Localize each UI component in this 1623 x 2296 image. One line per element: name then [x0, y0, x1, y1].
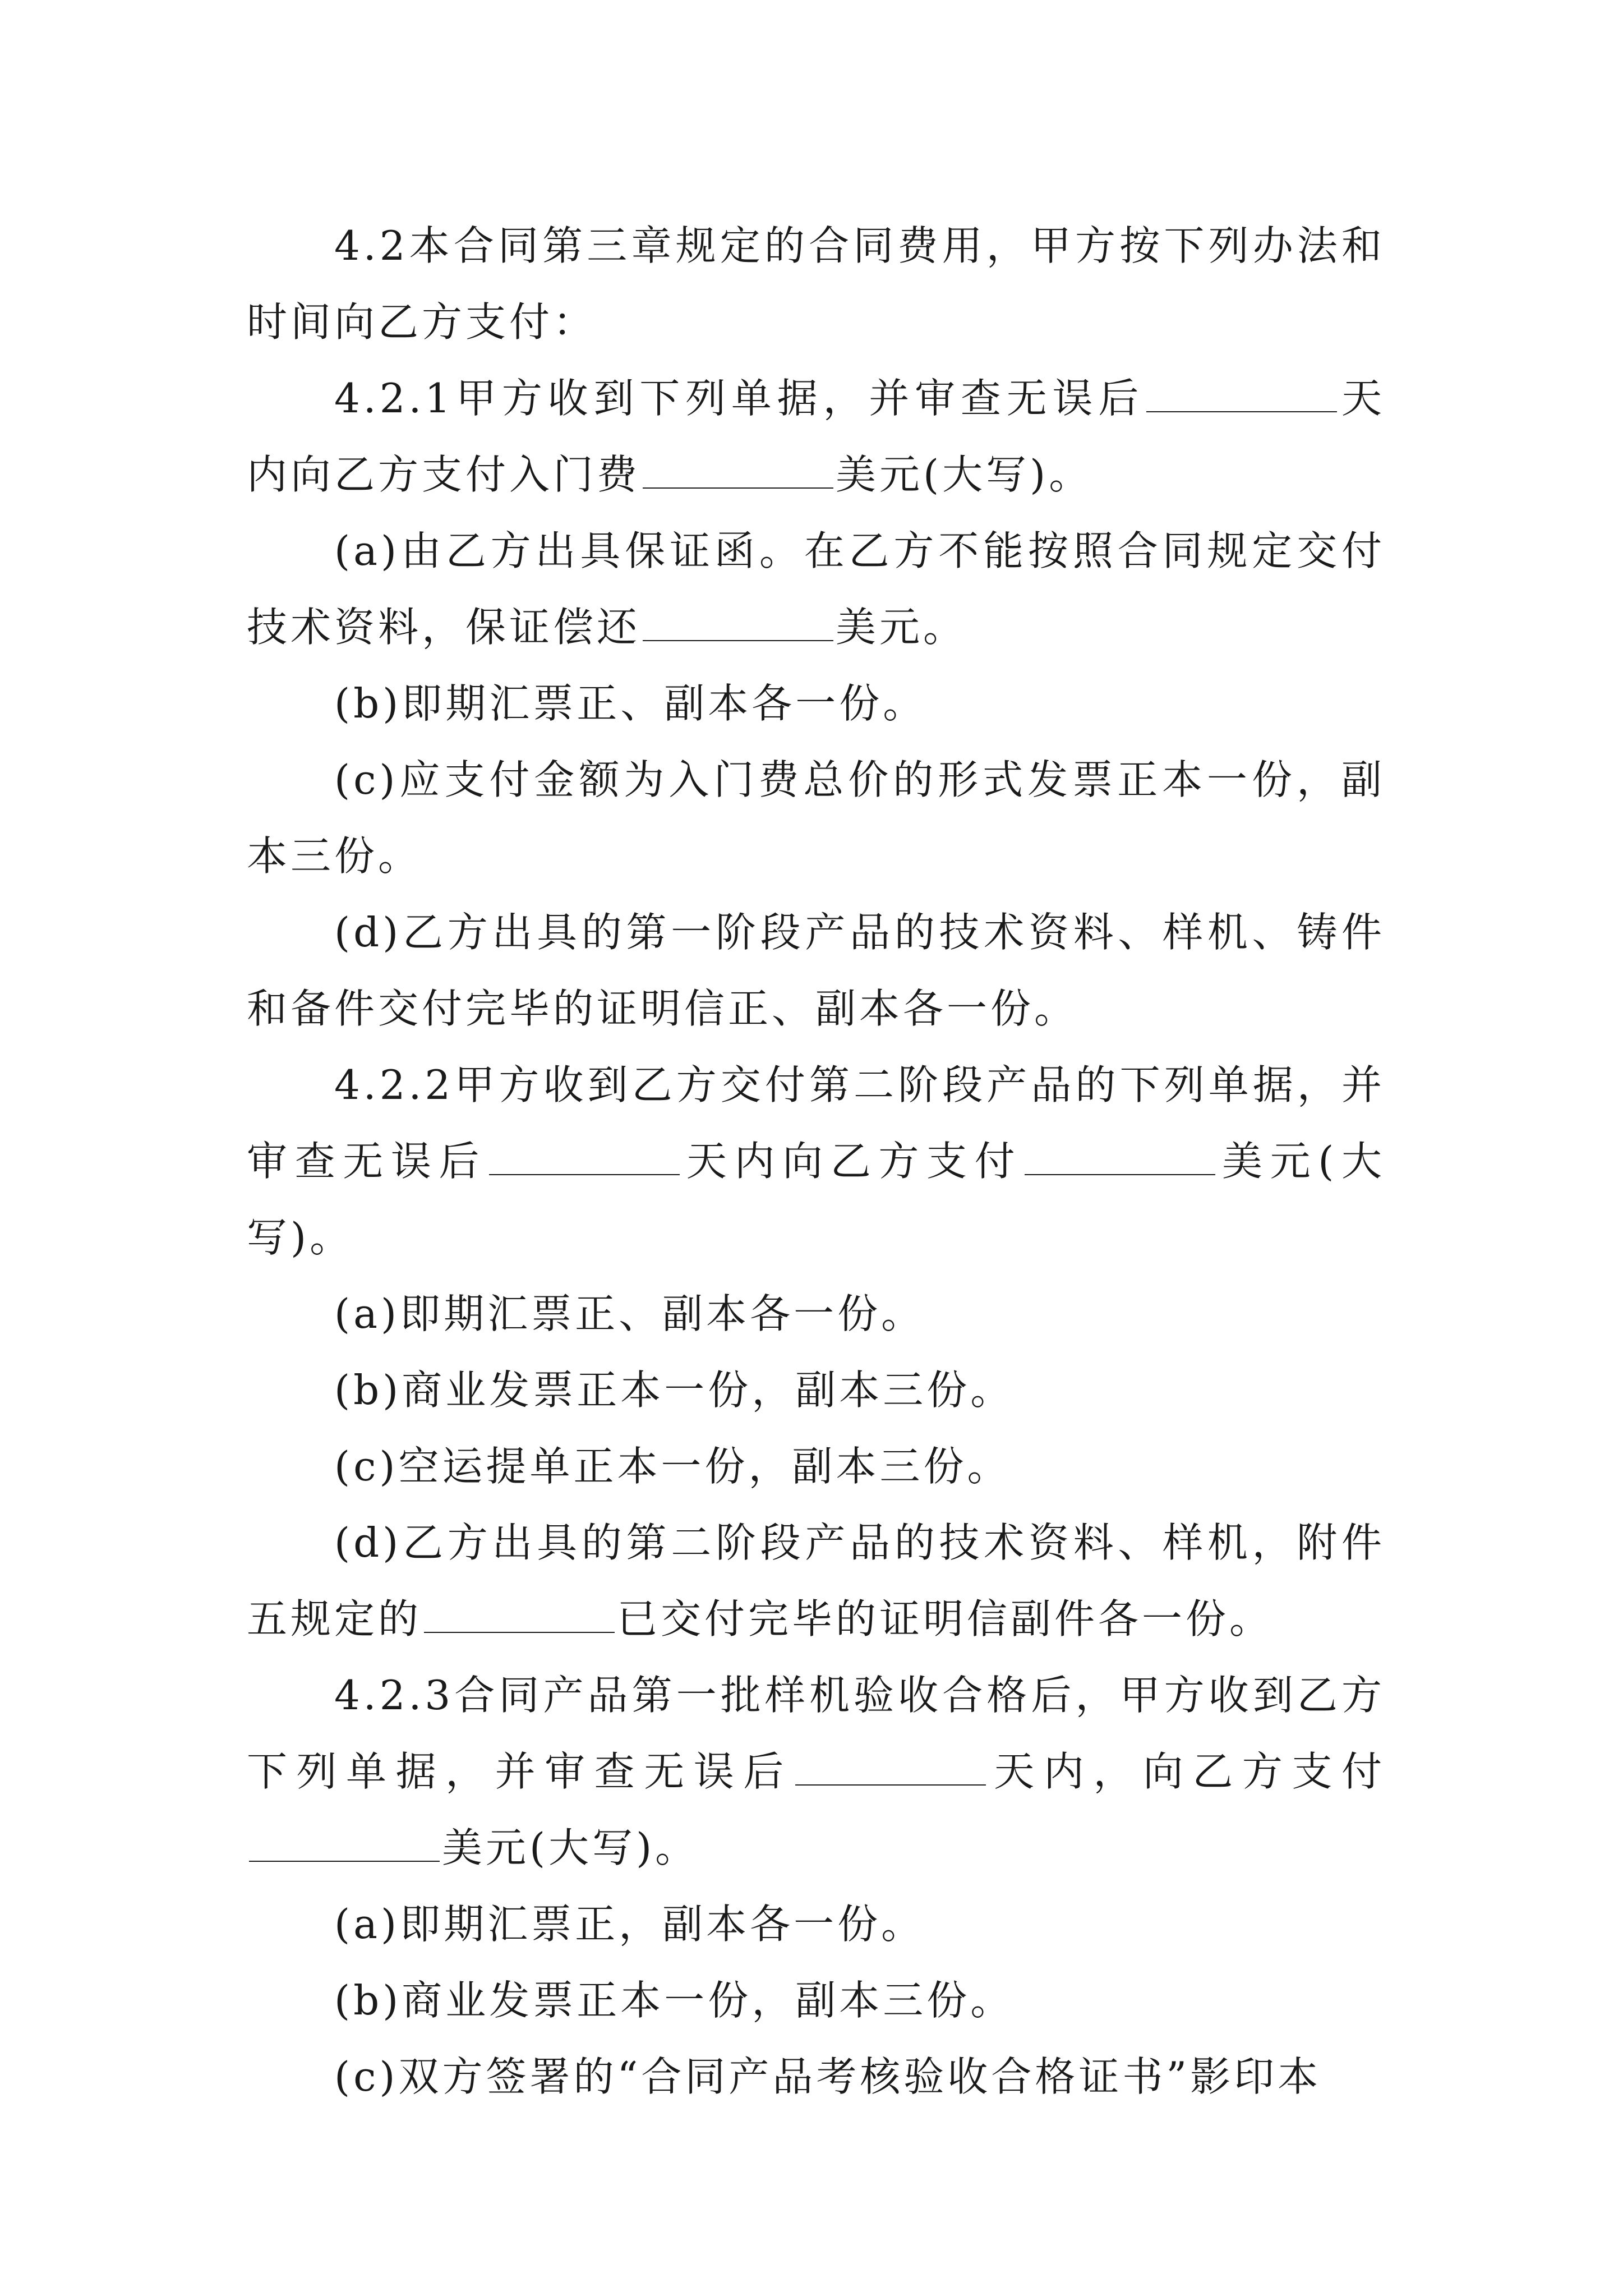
- clause-text: (a)即期汇票正，副本各一份。: [334, 1901, 925, 1948]
- clause-text: (a)由乙方出具保证函。在乙方不能按照合同规定交付技术资料，保证偿还: [247, 527, 1385, 651]
- clause-item-a: [247, 513, 1385, 665]
- fill-blank: [489, 1163, 680, 1175]
- clause-text: (a)即期汇票正、副本各一份。: [334, 1290, 925, 1337]
- clause-text: 4.2.1甲方收到下列单据，并审查无误后: [334, 375, 1145, 422]
- document-body: [247, 208, 1385, 2115]
- clause-item-c: [247, 2039, 1385, 2115]
- clause-text: (b)即期汇票正、副本各一份。: [334, 680, 927, 727]
- clause-text: (d)乙方出具的第二阶段产品的技术资料、样机，附件五规定的: [247, 1519, 1385, 1642]
- clause-4-2-2: [247, 1047, 1385, 1276]
- clause-text: 天内向乙方支付: [682, 1138, 1023, 1185]
- fill-blank: [795, 1773, 986, 1786]
- clause-text: 美元(大写)。: [247, 1138, 1385, 1261]
- fill-blank: [1025, 1163, 1215, 1175]
- clause-text: 天内，向乙方支付: [988, 1748, 1385, 1795]
- clause-text: 美元(大写)。: [836, 451, 1093, 498]
- clause-text: 已交付完毕的证明信副件各一份。: [617, 1595, 1274, 1642]
- clause-text: 美元。: [836, 604, 967, 651]
- clause-text: (c)双方签署的“合同产品考核验收合格证书”影印本: [334, 2053, 1322, 2100]
- clause-item-b: [247, 1352, 1385, 1428]
- fill-blank: [249, 1849, 440, 1862]
- clause-text: 4.2本合同第三章规定的合同费用，甲方按下列办法和时间向乙方支付：: [247, 222, 1385, 346]
- clause-text: 美元(大写)。: [442, 1824, 699, 1871]
- clause-item-a: [247, 1276, 1385, 1352]
- clause-item-d: [247, 1504, 1385, 1657]
- fill-blank: [424, 1621, 615, 1633]
- clause-4-2-1: [247, 360, 1385, 513]
- clause-text: (b)商业发票正本一份，副本三份。: [334, 1366, 1015, 1414]
- clause-text: (d)乙方出具的第一阶段产品的技术资料、样机、铸件和备件交付完毕的证明信正、副本各一份。: [247, 909, 1385, 1032]
- clause-text: (c)应支付金额为入门费总价的形式发票正本一份，副本三份。: [247, 756, 1385, 880]
- fill-blank: [1146, 400, 1337, 412]
- clause-item-c: [247, 742, 1385, 894]
- clause-item-d: [247, 894, 1385, 1047]
- fill-blank: [643, 476, 833, 489]
- clause-text: (b)商业发票正本一份，副本三份。: [334, 1977, 1015, 2024]
- clause-item-a: [247, 1886, 1385, 1962]
- clause-text: 4.2.3合同产品第一批样机验收合格后，甲方收到乙方下列单据，并审查无误后: [247, 1672, 1385, 1795]
- clause-item-b: [247, 665, 1385, 742]
- clause-item-b: [247, 1962, 1385, 2039]
- clause-4-2: [247, 208, 1385, 360]
- clause-text: (c)空运提单正本一份，副本三份。: [334, 1443, 1011, 1490]
- clause-4-2-3: [247, 1657, 1385, 1886]
- clause-text: 天内向乙方支付入门费: [247, 375, 1385, 498]
- fill-blank: [643, 629, 833, 641]
- clause-item-c: [247, 1428, 1385, 1504]
- clause-text: 4.2.2甲方收到乙方交付第二阶段产品的下列单据，并审查无误后: [247, 1061, 1385, 1185]
